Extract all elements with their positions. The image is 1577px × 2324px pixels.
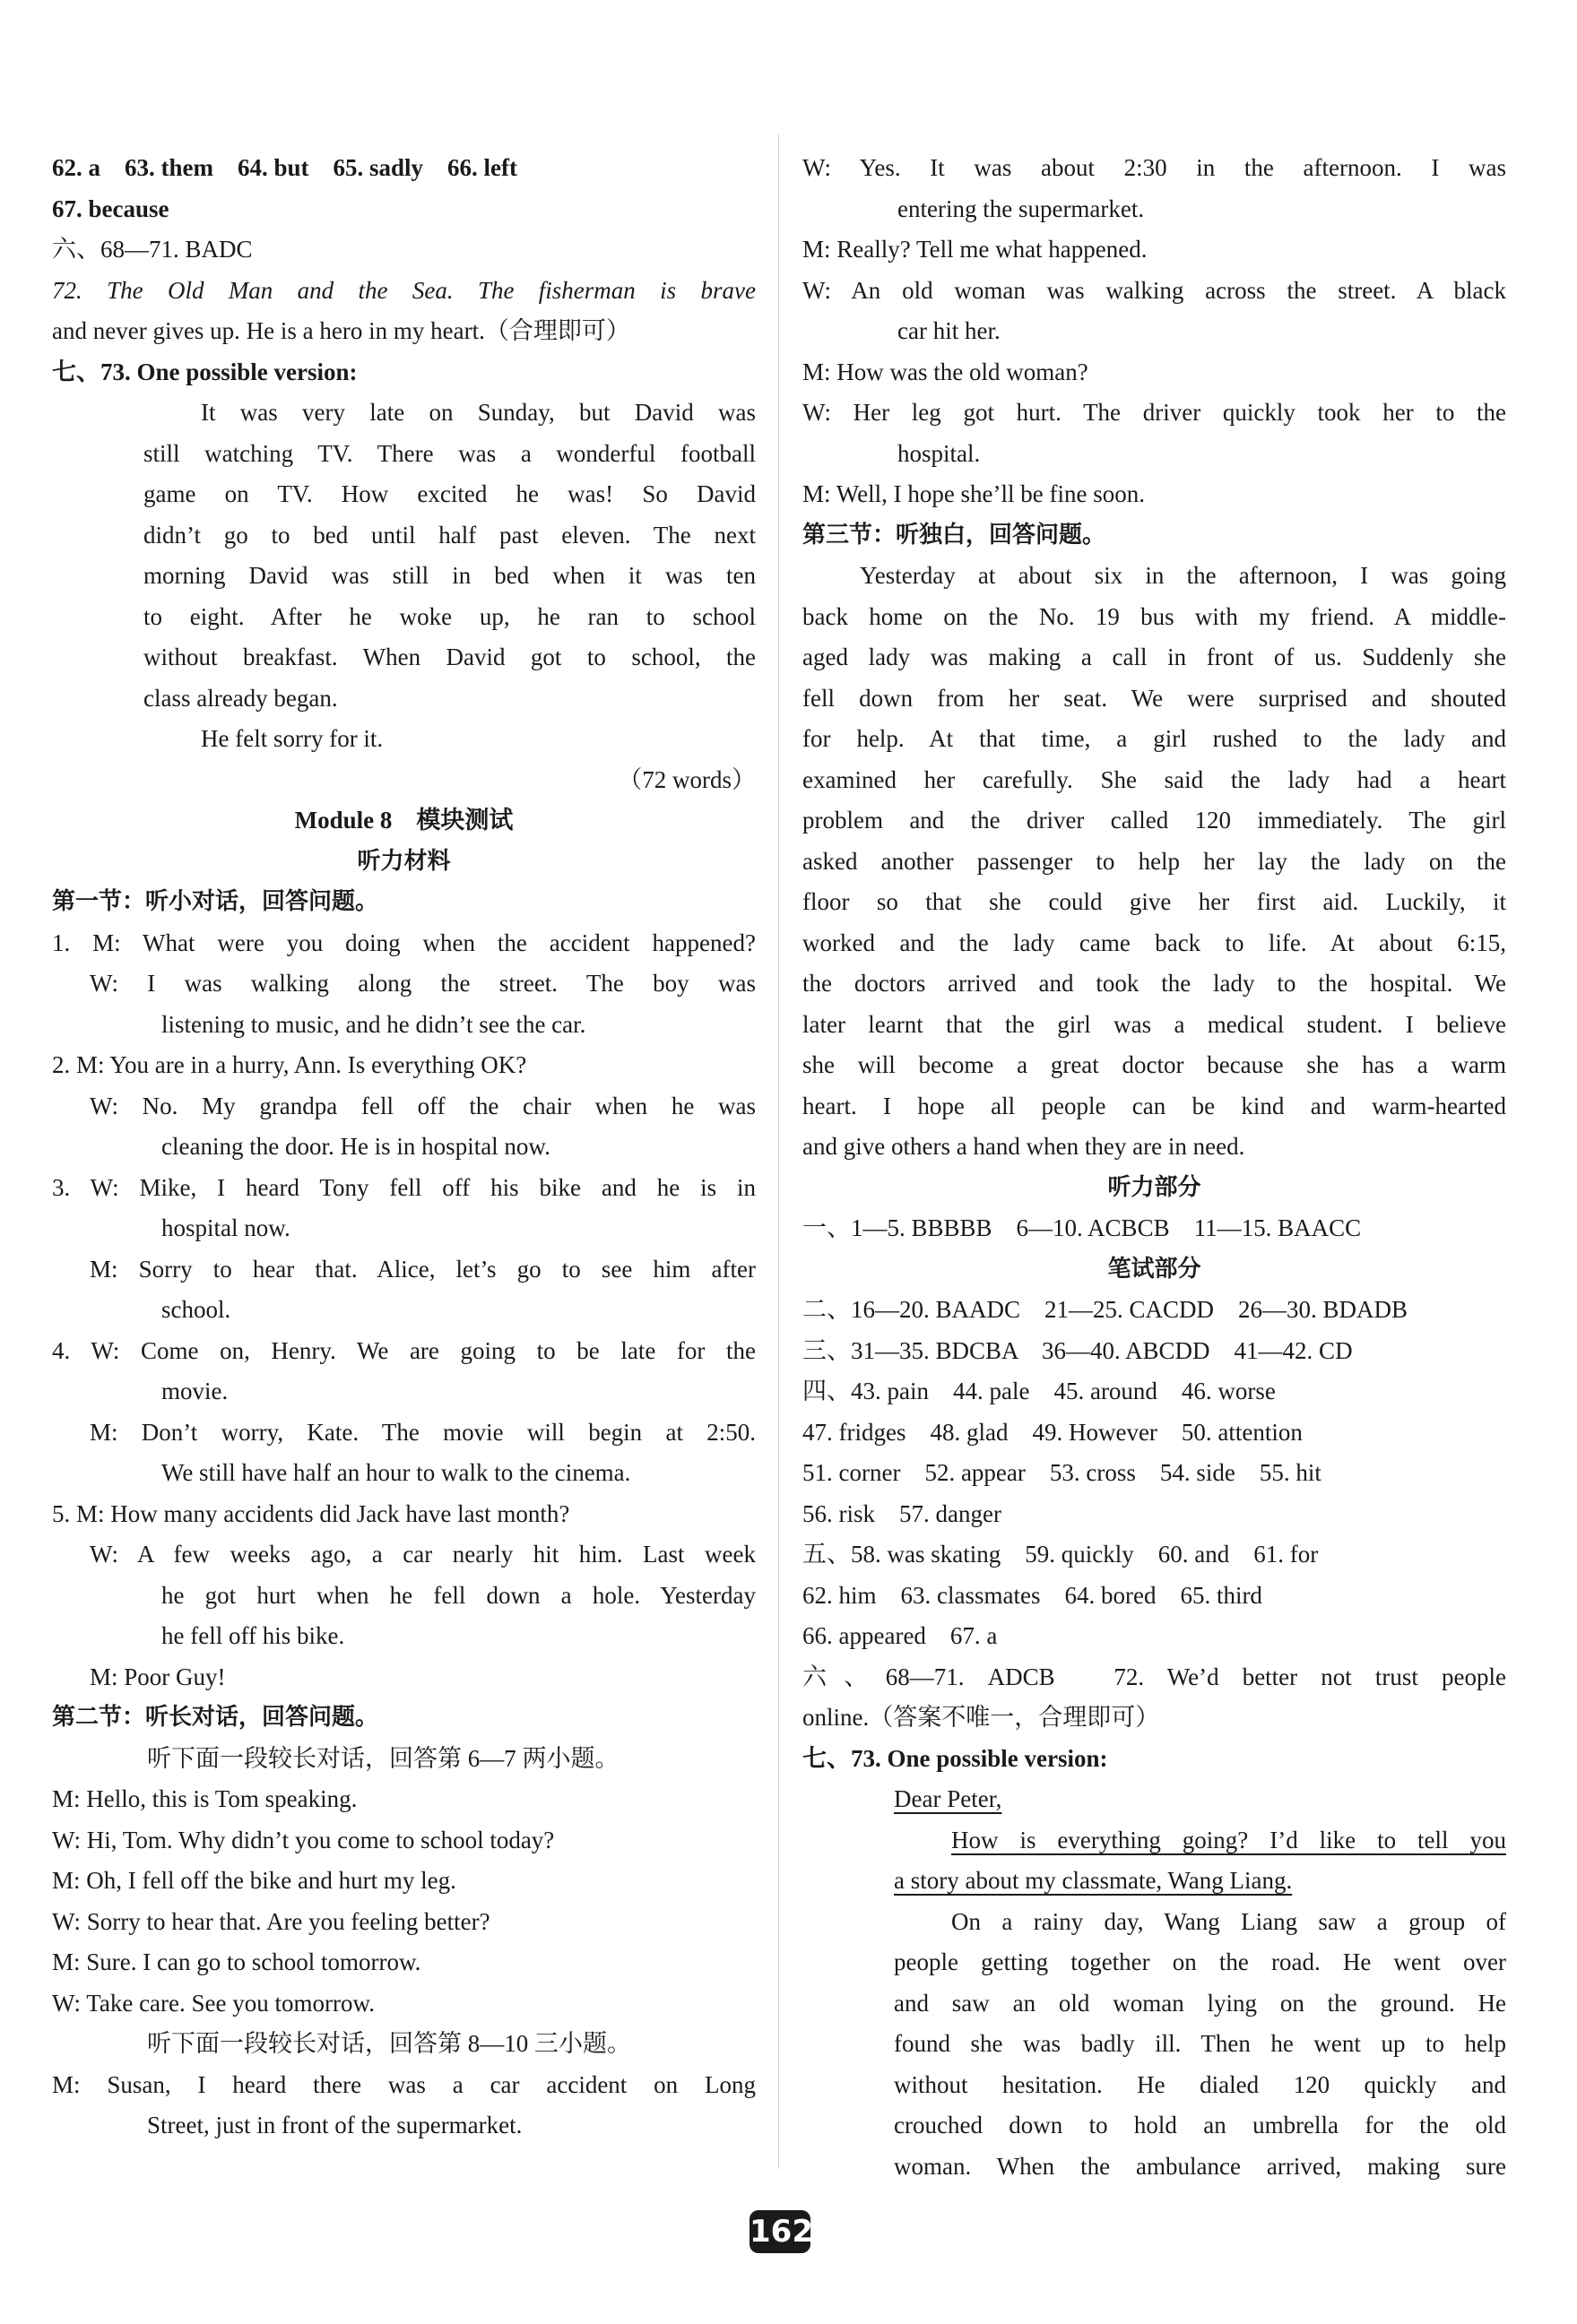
left-text-line: 六、68—71. BADC	[52, 236, 253, 263]
right-text-line: 四、43. pain 44. pale 45. around 46. worse	[802, 1378, 1276, 1404]
page-number: 162	[750, 2210, 810, 2253]
left-text-line: 67. because	[52, 194, 169, 222]
right-text-line: online.（答案不唯一，合理即可）	[802, 1704, 1160, 1731]
left-text-line: He felt sorry for it.	[201, 725, 384, 752]
left-text-line: W: No. My grandpa fell off the chair when he was	[90, 1092, 756, 1119]
right-text-line: 七、73. One possible version:	[802, 1744, 1108, 1772]
left-text-line: 听力材料	[357, 847, 451, 875]
left-text-line: 听下面一段较长对话，回答第 6—7 两小题。	[147, 1744, 620, 1772]
left-text-line: W: Sorry to hear that. Are you feeling better?	[52, 1907, 490, 1935]
right-text-line: 66. appeared 67. a	[802, 1622, 998, 1649]
right-text-line: 47. fridges 48. glad 49. However 50. attention	[802, 1418, 1303, 1446]
right-text-line: 五、58. was skating 59. quickly 60. and 61. for	[802, 1541, 1319, 1568]
right-text-line: Dear Peter,	[894, 1785, 1002, 1812]
right-text-line: the doctors arrived and took the lady to the hospital. We	[802, 970, 1506, 997]
left-text-line: school.	[161, 1296, 231, 1323]
left-text-line: didn’t go to bed until half past eleven. The next	[143, 521, 756, 549]
left-text-line: hospital now.	[161, 1214, 290, 1241]
right-text-line: and give others a hand when they are in need.	[802, 1133, 1245, 1160]
left-text-line: 听下面一段较长对话，回答第 8—10 三小题。	[147, 2030, 631, 2057]
left-text-line: morning David was still in bed when it was ten	[143, 562, 756, 589]
left-text-line: W: Hi, Tom. Why didn’t you come to school today?	[52, 1826, 555, 1853]
right-text-line: examined her carefully. She said the lady had a heart	[802, 765, 1506, 793]
right-text-line: W: An old woman was walking across the street. A black	[802, 276, 1506, 304]
left-text-line: movie.	[161, 1378, 229, 1404]
left-text-line: cleaning the door. He is in hospital now.	[161, 1133, 550, 1160]
right-text-line: car hit her.	[897, 317, 1001, 344]
right-text-line: W: Yes. It was about 2:30 in the afternoon. I was	[802, 154, 1506, 181]
right-text-line: 三、31—35. BDCBA 36—40. ABCDD 41—42. CD	[802, 1336, 1353, 1364]
right-text-line: without hesitation. He dialed 120 quickly and	[894, 2070, 1506, 2098]
left-text-line: 第一节：听小对话，回答问题。	[52, 888, 379, 915]
right-text-line: M: Well, I hope she’ll be fine soon.	[802, 480, 1146, 507]
left-text-line: M: Sure. I can go to school tomorrow.	[52, 1948, 421, 1975]
right-text-line: asked another passenger to help her lay the lady on the	[802, 847, 1506, 875]
right-text-line: floor so that she could give her first aid. Luckily, it	[802, 888, 1506, 915]
right-text-line: 56. risk 57. danger	[802, 1499, 1001, 1527]
left-text-line: M: Don’t worry, Kate. The movie will begin at 2:50.	[90, 1418, 756, 1446]
left-text-line: 62. a 63. them 64. but 65. sadly 66. left	[52, 154, 517, 181]
left-text-line: It was very late on Sunday, but David was	[201, 399, 756, 426]
left-text-line: （72 words）	[618, 765, 756, 793]
right-text-line: for help. At that time, a girl rushed to the lady and	[802, 725, 1506, 752]
right-text-line: later learnt that the girl was a medical student. I believe	[802, 1010, 1506, 1038]
right-text-line: On a rainy day, Wang Liang saw a group of	[951, 1907, 1506, 1935]
left-text-line: Street, just in front of the supermarket.	[147, 2112, 523, 2138]
left-text-line: M: Poor Guy!	[90, 1663, 226, 1690]
right-text-line: heart. I hope all people can be kind and warm-hearted	[802, 1092, 1506, 1119]
right-text-line: found she was badly ill. Then he went up to help	[894, 2030, 1506, 2057]
left-text-line: M: Sorry to hear that. Alice, let’s go to see him after	[90, 1255, 756, 1283]
right-text-line: a story about my classmate, Wang Liang.	[894, 1867, 1293, 1894]
left-text-line: still watching TV. There was a wonderful football	[143, 439, 756, 467]
left-text-line: 第二节：听长对话，回答问题。	[52, 1704, 379, 1731]
left-text-line: W: I was walking along the street. The boy was	[90, 970, 756, 997]
left-text-line: We still have half an hour to walk to the cinema.	[161, 1459, 631, 1486]
right-text-line: M: How was the old woman?	[802, 358, 1088, 385]
right-text-line: Yesterday at about six in the afternoon, I was going	[860, 562, 1506, 589]
left-text-line: 5. M: How many accidents did Jack have last month?	[52, 1499, 570, 1527]
right-text-line: W: Her leg got hurt. The driver quickly took her to the	[802, 399, 1506, 426]
right-text-line: 62. him 63. classmates 64. bored 65. third	[802, 1581, 1262, 1609]
column-divider	[778, 134, 779, 2169]
left-text-line: Module 8 模块测试	[294, 807, 514, 834]
right-text-line: woman. When the ambulance arrived, making sure	[894, 2152, 1506, 2180]
right-text-line: and saw an old woman lying on the ground. He	[894, 1989, 1506, 2017]
right-text-line: people getting together on the road. He went over	[894, 1948, 1506, 1975]
left-text-line: 72. The Old Man and the Sea. The fisherman is brave	[52, 276, 756, 304]
left-text-line: game on TV. How excited he was! So David	[143, 480, 756, 507]
right-text-line: fell down from her seat. We were surprised and shouted	[802, 684, 1506, 712]
right-text-line: 笔试部分	[1107, 1255, 1201, 1283]
right-text-line: M: Really? Tell me what happened.	[802, 236, 1148, 263]
left-text-line: M: Hello, this is Tom speaking.	[52, 1785, 358, 1812]
left-text-line: M: Susan, I heard there was a car accident on Long	[52, 2070, 756, 2098]
left-text-line: 七、73. One possible version:	[52, 358, 358, 385]
right-text-line: hospital.	[897, 439, 981, 467]
left-text-line: class already began.	[143, 684, 338, 712]
right-text-line: 51. corner 52. appear 53. cross 54. side 55. hit	[802, 1459, 1321, 1486]
left-text-line: 2. M: You are in a hurry, Ann. Is everything OK?	[52, 1051, 527, 1078]
left-text-line: listening to music, and he didn’t see the car.	[161, 1010, 586, 1038]
left-text-line: 3. W: Mike, I heard Tony fell off his bike and he is in	[52, 1173, 756, 1201]
right-text-line: worked and the lady came back to life. At about 6:15,	[802, 929, 1506, 956]
right-text-line: back home on the No. 19 bus with my friend. A middle-	[802, 602, 1506, 630]
right-text-line: aged lady was making a call in front of us. Suddenly she	[802, 644, 1506, 670]
left-text-line: W: A few weeks ago, a car nearly hit him. Last week	[90, 1541, 756, 1568]
right-text-line: 二、16—20. BAADC 21—25. CACDD 26—30. BDADB	[802, 1296, 1408, 1323]
right-text-line: entering the supermarket.	[897, 194, 1145, 222]
left-column	[52, 148, 756, 2147]
right-column	[802, 148, 1506, 2187]
right-text-line: crouched down to hold an umbrella for the old	[894, 2112, 1506, 2138]
right-text-line: 六、68—71. ADCB 72. We’d better not trust people	[802, 1663, 1506, 1690]
left-text-line: 4. W: Come on, Henry. We are going to be late for the	[52, 1336, 756, 1364]
left-text-line: W: Take care. See you tomorrow.	[52, 1989, 375, 2017]
left-text-line: he fell off his bike.	[161, 1622, 345, 1649]
right-text-line: 听力部分	[1107, 1173, 1201, 1201]
left-text-line: and never gives up. He is a hero in my heart.（合理即可）	[52, 317, 630, 344]
left-text-line: he got hurt when he fell down a hole. Yesterday	[161, 1581, 756, 1609]
left-text-line: 1. M: What were you doing when the accident happened?	[52, 929, 756, 956]
right-text-line: How is everything going? I’d like to tell you	[951, 1826, 1506, 1853]
right-text-line: 一、1—5. BBBBB 6—10. ACBCB 11—15. BAACC	[802, 1214, 1362, 1241]
right-text-line: she will become a great doctor because she has a warm	[802, 1051, 1506, 1078]
left-text-line: to eight. After he woke up, he ran to school	[143, 602, 756, 630]
right-text-line: 第三节：听独白，回答问题。	[802, 521, 1106, 549]
left-text-line: M: Oh, I fell off the bike and hurt my leg.	[52, 1867, 456, 1894]
right-text-line: problem and the driver called 120 immediately. The girl	[802, 807, 1506, 834]
left-text-line: without breakfast. When David got to school, the	[143, 644, 756, 670]
